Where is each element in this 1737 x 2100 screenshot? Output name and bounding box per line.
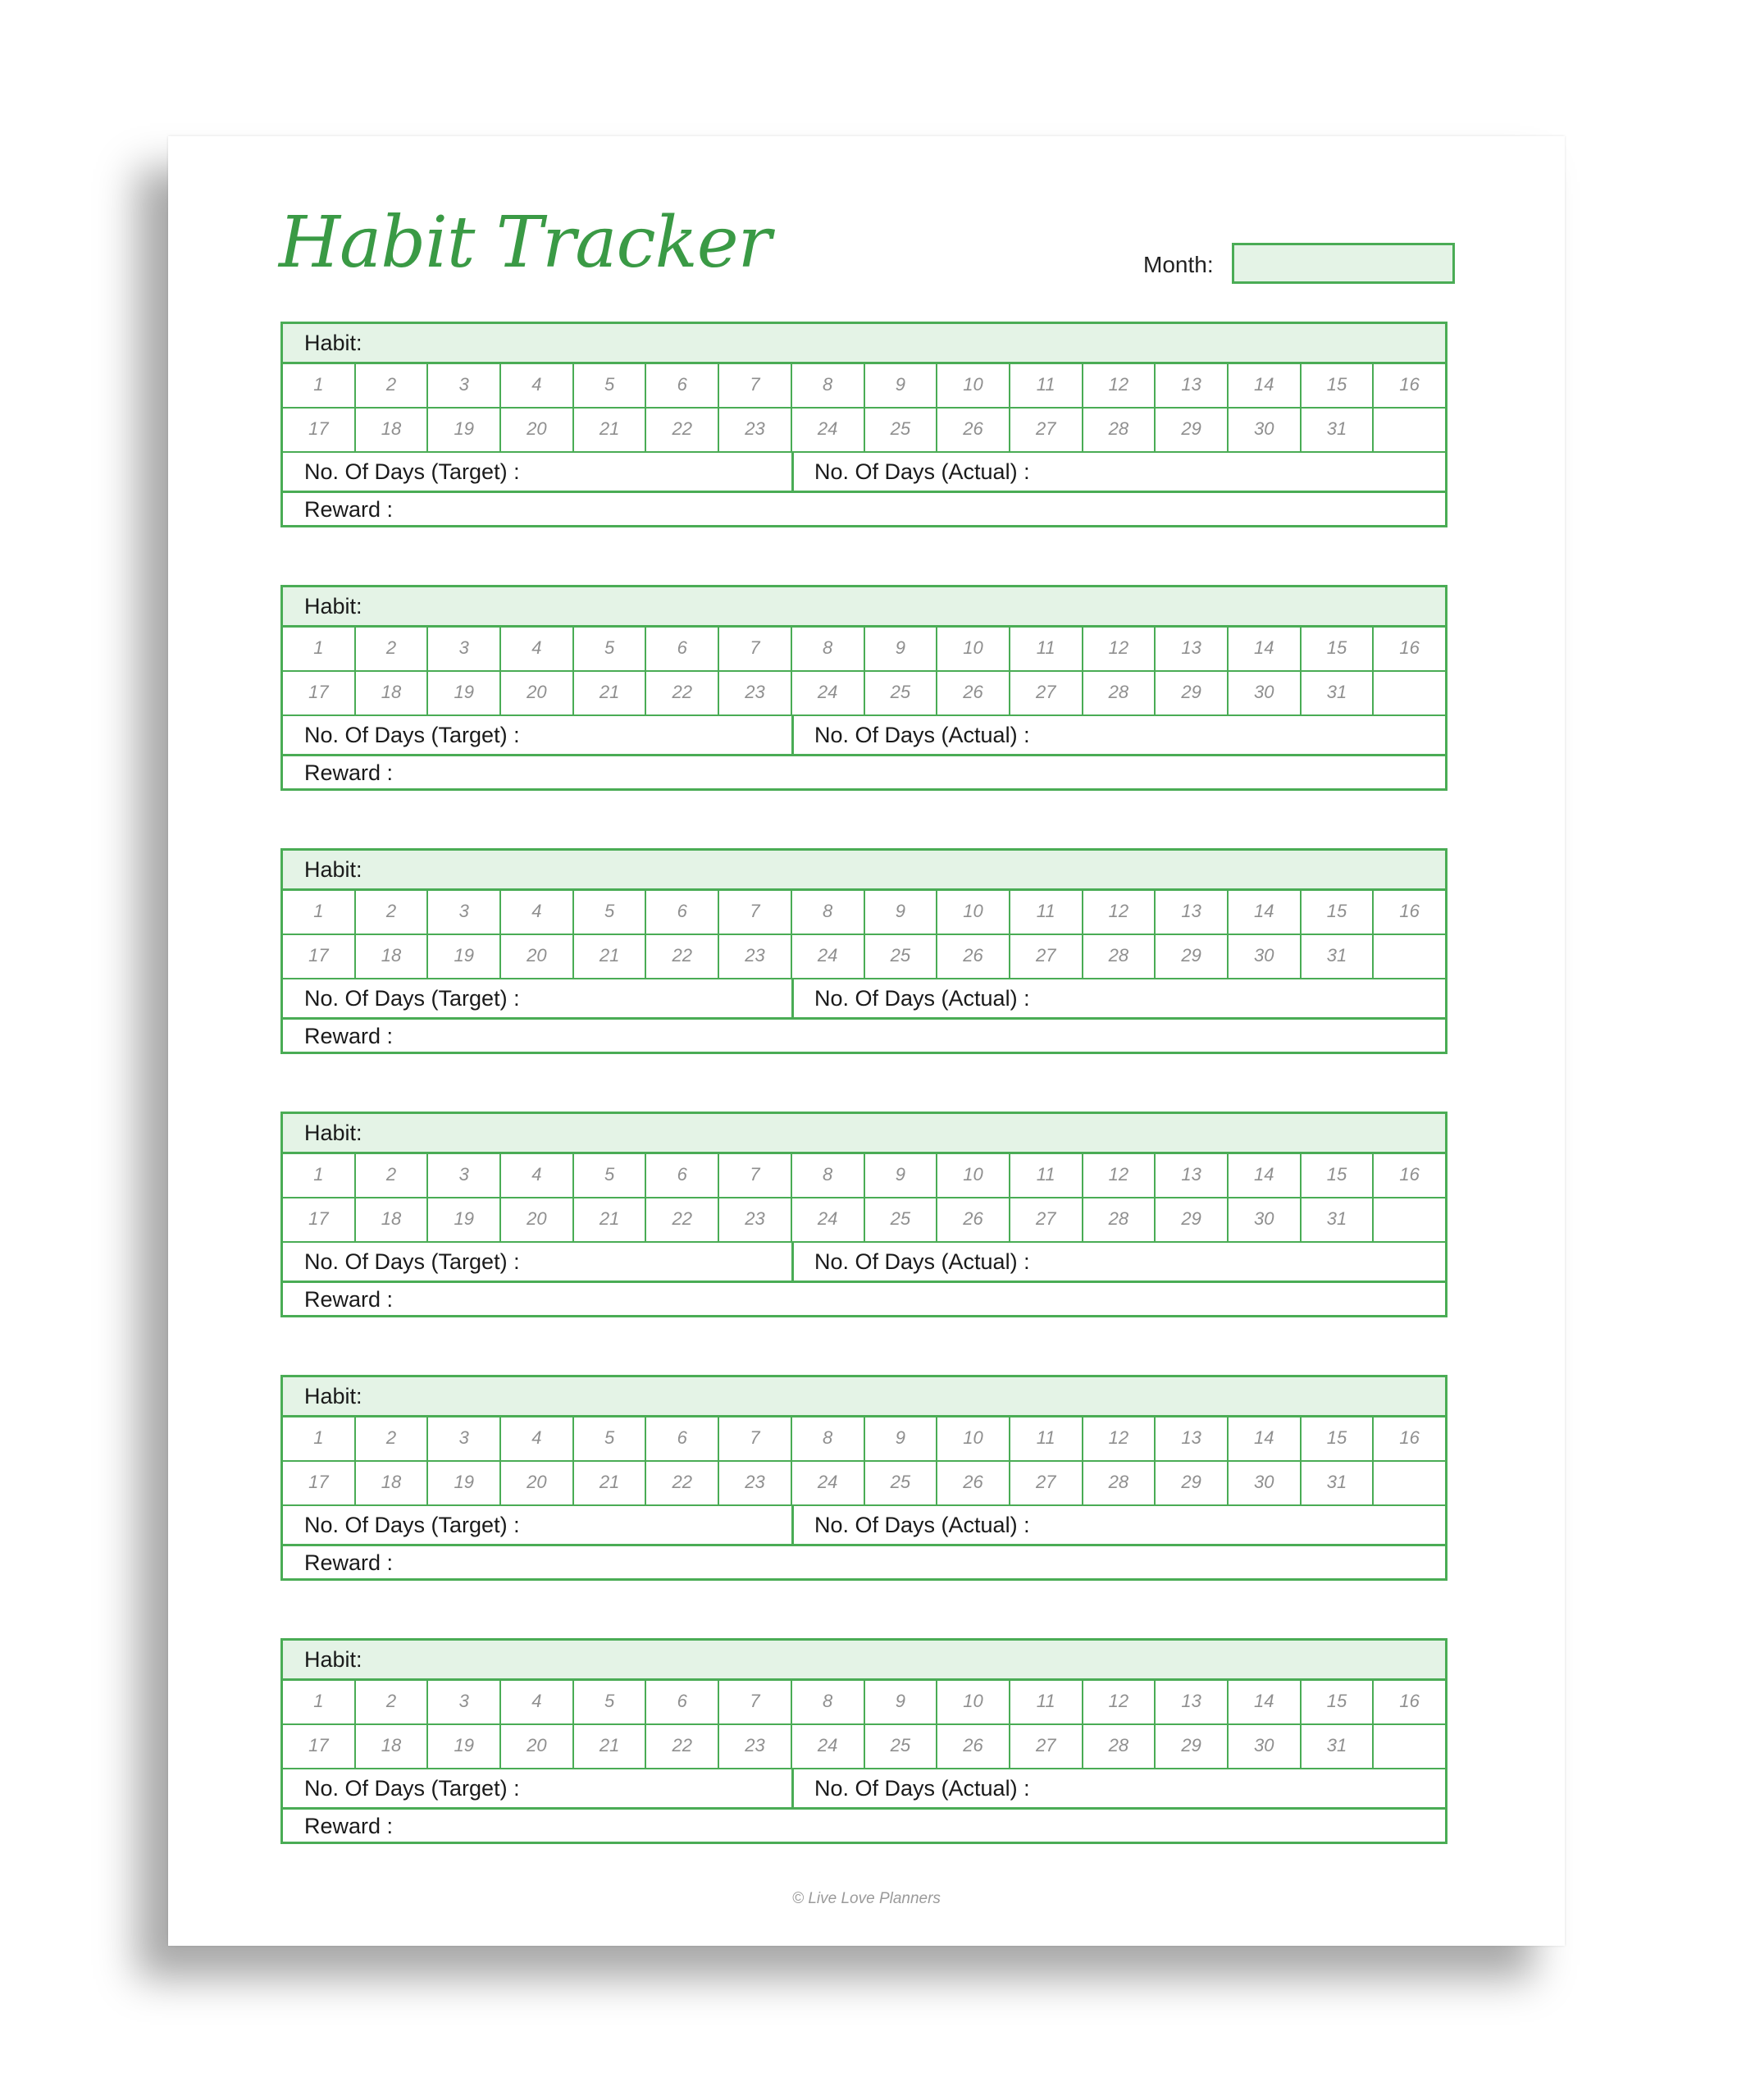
day-cell[interactable]: 16 — [1399, 374, 1420, 395]
day-cell[interactable]: 15 — [1302, 1154, 1375, 1197]
day-cell[interactable]: 1 — [283, 364, 356, 407]
day-cell[interactable]: 7 — [719, 628, 792, 670]
day-cell[interactable]: 13 — [1156, 1154, 1229, 1197]
day-cell[interactable]: 21 — [574, 409, 647, 451]
day-cell[interactable]: 31 — [1302, 935, 1375, 978]
day-cell[interactable]: 22 — [646, 1725, 719, 1768]
day-cell[interactable]: 15 — [1302, 628, 1375, 670]
day-cell[interactable]: 27 — [1010, 1725, 1083, 1768]
day-cell[interactable]: 22 — [646, 1198, 719, 1241]
day-cell[interactable]: 30 — [1229, 1198, 1302, 1241]
day-cell[interactable]: 1 — [283, 1681, 356, 1723]
day-cell[interactable]: 21 — [574, 935, 647, 978]
actual-days-label: No. Of Days (Actual) : — [814, 459, 1030, 484]
habit-label: Habit: — [304, 1647, 362, 1672]
day-row — [283, 891, 1445, 935]
page-title: Habit Tracker — [279, 202, 771, 284]
day-cell[interactable]: 23 — [719, 1462, 792, 1504]
day-cell[interactable]: 19 — [428, 1462, 501, 1504]
day-cell[interactable]: 2 — [356, 1681, 429, 1723]
day-cell[interactable]: 26 — [937, 1462, 1010, 1504]
day-cell[interactable]: 28 — [1083, 1725, 1156, 1768]
day-cell[interactable]: 23 — [719, 1725, 792, 1768]
day-cell[interactable]: 2 — [356, 628, 429, 670]
target-days-label: No. Of Days (Target) : — [304, 1513, 520, 1537]
habit-name-field[interactable] — [283, 587, 1445, 628]
day-cell[interactable]: 9 — [865, 1418, 938, 1460]
day-cell[interactable]: 8 — [792, 1418, 865, 1460]
day-cell[interactable]: 3 — [428, 891, 501, 934]
month-field[interactable] — [1232, 243, 1455, 284]
actual-days-label: No. Of Days (Actual) : — [814, 1776, 1030, 1801]
target-days-label: No. Of Days (Target) : — [304, 459, 520, 484]
day-cell[interactable]: 9 — [865, 628, 938, 670]
day-cell[interactable]: 16 — [1399, 901, 1420, 921]
day-cell[interactable]: 26 — [937, 935, 1010, 978]
day-cell[interactable]: 18 — [356, 1462, 429, 1504]
day-cell[interactable]: 18 — [356, 935, 429, 978]
day-cell[interactable]: 4 — [501, 628, 574, 670]
day-cell[interactable]: 8 — [792, 891, 865, 934]
day-cell[interactable]: 24 — [792, 1462, 865, 1504]
reward-field[interactable] — [283, 493, 1445, 525]
day-cell[interactable]: 12 — [1083, 1418, 1156, 1460]
day-cell[interactable]: 11 — [1010, 891, 1083, 934]
target-days-label: No. Of Days (Target) : — [304, 1776, 520, 1801]
day-cell[interactable]: 29 — [1156, 672, 1229, 714]
day-cell[interactable]: 28 — [1083, 1198, 1156, 1241]
day-cell[interactable]: 4 — [501, 891, 574, 934]
actual-days-label: No. Of Days (Actual) : — [814, 1249, 1030, 1274]
day-cell[interactable]: 9 — [865, 364, 938, 407]
habit-name-field[interactable] — [283, 1114, 1445, 1154]
day-cell[interactable]: 25 — [865, 1462, 938, 1504]
day-cell[interactable]: 28 — [1083, 935, 1156, 978]
day-cell[interactable]: 21 — [574, 1198, 647, 1241]
reward-label: Reward : — [304, 760, 394, 785]
day-cell[interactable]: 12 — [1083, 628, 1156, 670]
day-cell[interactable]: 25 — [865, 935, 938, 978]
empty-day-cell[interactable] — [1374, 672, 1445, 714]
reward-field[interactable] — [283, 1283, 1445, 1315]
day-cell[interactable]: 10 — [937, 1681, 1010, 1723]
reward-label: Reward : — [304, 1814, 394, 1838]
day-cell[interactable]: 25 — [865, 1198, 938, 1241]
day-cell[interactable]: 29 — [1156, 935, 1229, 978]
day-cell[interactable]: 26 — [937, 1725, 1010, 1768]
day-cell[interactable]: 19 — [428, 1198, 501, 1241]
day-cell[interactable]: 5 — [574, 364, 647, 407]
day-cell[interactable]: 18 — [356, 409, 429, 451]
target-days-label: No. Of Days (Target) : — [304, 723, 520, 747]
day-cell[interactable]: 26 — [937, 1198, 1010, 1241]
day-row — [283, 1154, 1445, 1198]
day-cell[interactable]: 29 — [1156, 1725, 1229, 1768]
day-cell[interactable]: 21 — [574, 672, 647, 714]
count-divider — [791, 453, 794, 491]
day-cell[interactable]: 13 — [1156, 628, 1229, 670]
habit-block — [280, 848, 1448, 1054]
count-divider — [791, 1243, 794, 1281]
day-cell[interactable]: 22 — [646, 935, 719, 978]
habit-block — [280, 585, 1448, 791]
day-cell[interactable]: 10 — [937, 1418, 1010, 1460]
day-cell[interactable]: 20 — [501, 1198, 574, 1241]
day-cell[interactable]: 19 — [428, 672, 501, 714]
day-cell[interactable]: 8 — [792, 364, 865, 407]
day-row — [283, 1725, 1445, 1769]
day-cell[interactable]: 22 — [646, 409, 719, 451]
day-cell[interactable]: 15 — [1302, 1681, 1375, 1723]
day-cell[interactable]: 1 — [283, 891, 356, 934]
day-cell[interactable]: 27 — [1010, 935, 1083, 978]
day-cell[interactable]: 25 — [865, 1725, 938, 1768]
day-cell[interactable]: 28 — [1083, 409, 1156, 451]
day-cell[interactable]: 11 — [1010, 364, 1083, 407]
day-cell[interactable]: 25 — [865, 409, 938, 451]
day-cell[interactable]: 7 — [719, 1418, 792, 1460]
day-cell[interactable]: 27 — [1010, 409, 1083, 451]
reward-field[interactable] — [283, 1810, 1445, 1842]
day-cell[interactable]: 31 — [1302, 409, 1375, 451]
day-cell[interactable]: 19 — [428, 1725, 501, 1768]
day-cell[interactable]: 4 — [501, 1418, 574, 1460]
day-cell[interactable]: 2 — [356, 1154, 429, 1197]
day-cell[interactable]: 6 — [646, 1154, 719, 1197]
day-cell[interactable]: 31 — [1302, 672, 1375, 714]
actual-days-label: No. Of Days (Actual) : — [814, 723, 1030, 747]
count-divider — [791, 716, 794, 754]
day-cell[interactable]: 22 — [646, 1462, 719, 1504]
day-cell[interactable]: 5 — [574, 1154, 647, 1197]
day-cell[interactable]: 31 — [1302, 1725, 1375, 1768]
day-count-row — [283, 716, 1445, 756]
day-cell[interactable]: 17 — [283, 672, 356, 714]
empty-day-cell[interactable] — [1374, 409, 1445, 451]
habit-block — [280, 1638, 1448, 1844]
habit-block — [280, 322, 1448, 527]
day-cell[interactable]: 16 — [1399, 1691, 1420, 1711]
day-cell[interactable]: 23 — [719, 1198, 792, 1241]
footer-copyright: © Live Love Planners — [792, 1890, 941, 1907]
day-cell[interactable]: 14 — [1229, 891, 1302, 934]
day-cell[interactable]: 14 — [1229, 1681, 1302, 1723]
target-days-label: No. Of Days (Target) : — [304, 1249, 520, 1274]
day-cell[interactable]: 7 — [719, 364, 792, 407]
day-cell[interactable]: 3 — [428, 1154, 501, 1197]
day-cell[interactable]: 31 — [1302, 1462, 1375, 1504]
day-cell[interactable]: 3 — [428, 364, 501, 407]
day-cell[interactable]: 17 — [283, 409, 356, 451]
day-cell[interactable]: 1 — [283, 1418, 356, 1460]
day-cell[interactable]: 7 — [719, 891, 792, 934]
day-cell[interactable]: 30 — [1229, 672, 1302, 714]
day-cell[interactable]: 23 — [719, 935, 792, 978]
day-cell[interactable]: 7 — [719, 1154, 792, 1197]
month-label: Month: — [1143, 252, 1214, 277]
reward-label: Reward : — [304, 1024, 394, 1048]
actual-days-label: No. Of Days (Actual) : — [814, 1513, 1030, 1537]
day-row — [283, 1418, 1445, 1462]
day-cell[interactable]: 27 — [1010, 1462, 1083, 1504]
empty-day-cell[interactable] — [1374, 935, 1445, 978]
day-cell[interactable]: 17 — [283, 1725, 356, 1768]
day-cell[interactable]: 3 — [428, 1418, 501, 1460]
day-cell[interactable]: 30 — [1229, 1462, 1302, 1504]
day-cell[interactable]: 12 — [1083, 1681, 1156, 1723]
day-count-row — [283, 979, 1445, 1020]
empty-day-cell[interactable] — [1374, 1725, 1445, 1768]
reward-label: Reward : — [304, 1550, 394, 1575]
day-cell[interactable]: 11 — [1010, 1154, 1083, 1197]
day-cell[interactable]: 27 — [1010, 672, 1083, 714]
day-cell[interactable]: 24 — [792, 935, 865, 978]
reward-label: Reward : — [304, 497, 394, 522]
day-cell[interactable]: 13 — [1156, 364, 1229, 407]
day-cell[interactable]: 26 — [937, 672, 1010, 714]
day-cell[interactable]: 11 — [1010, 1418, 1083, 1460]
day-cell[interactable]: 10 — [937, 628, 1010, 670]
day-cell[interactable]: 6 — [646, 364, 719, 407]
day-cell[interactable]: 8 — [792, 628, 865, 670]
day-row — [283, 1198, 1445, 1243]
day-cell[interactable]: 21 — [574, 1462, 647, 1504]
day-cell[interactable]: 12 — [1083, 364, 1156, 407]
day-cell[interactable]: 12 — [1083, 1154, 1156, 1197]
day-cell[interactable]: 9 — [865, 1681, 938, 1723]
habit-label: Habit: — [304, 331, 362, 355]
habit-label: Habit: — [304, 1121, 362, 1145]
day-count-row — [283, 1506, 1445, 1546]
target-days-label: No. Of Days (Target) : — [304, 986, 520, 1011]
planner-page — [168, 136, 1565, 1946]
day-count-row — [283, 453, 1445, 493]
day-cell[interactable]: 1 — [283, 628, 356, 670]
day-row — [283, 672, 1445, 716]
day-cell[interactable]: 30 — [1229, 935, 1302, 978]
day-cell[interactable]: 21 — [574, 1725, 647, 1768]
empty-day-cell[interactable] — [1374, 1198, 1445, 1241]
day-cell[interactable]: 20 — [501, 1725, 574, 1768]
day-cell[interactable]: 19 — [428, 409, 501, 451]
day-cell[interactable]: 12 — [1083, 891, 1156, 934]
day-cell[interactable]: 6 — [646, 1418, 719, 1460]
day-cell[interactable]: 10 — [937, 1154, 1010, 1197]
day-cell[interactable]: 17 — [283, 1198, 356, 1241]
day-cell[interactable]: 22 — [646, 672, 719, 714]
day-cell[interactable]: 29 — [1156, 1198, 1229, 1241]
habit-block — [280, 1112, 1448, 1317]
day-cell[interactable]: 29 — [1156, 1462, 1229, 1504]
day-cell[interactable]: 17 — [283, 1462, 356, 1504]
day-cell[interactable]: 16 — [1399, 637, 1420, 658]
day-row — [283, 1462, 1445, 1506]
day-cell[interactable]: 14 — [1229, 1418, 1302, 1460]
day-cell[interactable]: 16 — [1399, 1427, 1420, 1448]
day-cell[interactable]: 24 — [792, 672, 865, 714]
day-cell[interactable]: 10 — [937, 891, 1010, 934]
reward-field[interactable] — [283, 1020, 1445, 1052]
day-cell[interactable]: 28 — [1083, 1462, 1156, 1504]
day-row — [283, 409, 1445, 453]
day-cell[interactable]: 5 — [574, 1681, 647, 1723]
count-divider — [791, 1506, 794, 1544]
count-divider — [791, 979, 794, 1017]
day-cell[interactable]: 6 — [646, 628, 719, 670]
day-cell[interactable]: 8 — [792, 1681, 865, 1723]
day-cell[interactable]: 7 — [719, 1681, 792, 1723]
day-count-row — [283, 1769, 1445, 1810]
day-cell[interactable]: 5 — [574, 1418, 647, 1460]
actual-days-label: No. Of Days (Actual) : — [814, 986, 1030, 1011]
day-cell[interactable]: 27 — [1010, 1198, 1083, 1241]
day-cell[interactable]: 14 — [1229, 364, 1302, 407]
day-cell[interactable]: 20 — [501, 672, 574, 714]
day-cell[interactable]: 4 — [501, 1681, 574, 1723]
habit-name-field[interactable] — [283, 851, 1445, 891]
day-cell[interactable]: 23 — [719, 409, 792, 451]
day-cell[interactable]: 17 — [283, 935, 356, 978]
reward-field[interactable] — [283, 756, 1445, 788]
day-cell[interactable]: 9 — [865, 1154, 938, 1197]
day-cell[interactable]: 14 — [1229, 1154, 1302, 1197]
day-cell[interactable]: 30 — [1229, 1725, 1302, 1768]
day-cell[interactable]: 5 — [574, 891, 647, 934]
habit-label: Habit: — [304, 1384, 362, 1408]
day-cell[interactable]: 8 — [792, 1154, 865, 1197]
day-cell[interactable]: 3 — [428, 1681, 501, 1723]
empty-day-cell[interactable] — [1374, 1462, 1445, 1504]
habit-label: Habit: — [304, 594, 362, 619]
habit-block — [280, 1375, 1448, 1581]
reward-field[interactable] — [283, 1546, 1445, 1578]
reward-label: Reward : — [304, 1287, 394, 1312]
day-cell[interactable]: 14 — [1229, 628, 1302, 670]
day-cell[interactable]: 4 — [501, 1154, 574, 1197]
day-cell[interactable]: 4 — [501, 364, 574, 407]
day-cell[interactable]: 11 — [1010, 628, 1083, 670]
habit-name-field[interactable] — [283, 324, 1445, 364]
day-row — [283, 1681, 1445, 1725]
day-cell[interactable]: 15 — [1302, 1418, 1375, 1460]
day-cell[interactable]: 24 — [792, 1725, 865, 1768]
day-cell[interactable]: 25 — [865, 672, 938, 714]
day-cell[interactable]: 20 — [501, 409, 574, 451]
day-cell[interactable]: 13 — [1156, 1681, 1229, 1723]
day-count-row — [283, 1243, 1445, 1283]
day-cell[interactable]: 2 — [356, 891, 429, 934]
day-cell[interactable]: 18 — [356, 1725, 429, 1768]
day-cell[interactable]: 20 — [501, 1462, 574, 1504]
day-cell[interactable]: 18 — [356, 1198, 429, 1241]
count-divider — [791, 1769, 794, 1807]
day-cell[interactable]: 18 — [356, 672, 429, 714]
day-cell[interactable]: 24 — [792, 1198, 865, 1241]
habit-label: Habit: — [304, 857, 362, 882]
day-row — [283, 935, 1445, 979]
day-cell[interactable]: 19 — [428, 935, 501, 978]
day-cell[interactable]: 13 — [1156, 891, 1229, 934]
day-cell[interactable]: 10 — [937, 364, 1010, 407]
habit-name-field[interactable] — [283, 1641, 1445, 1681]
day-row — [283, 364, 1445, 409]
day-cell[interactable]: 30 — [1229, 409, 1302, 451]
day-cell[interactable]: 1 — [283, 1154, 356, 1197]
day-cell[interactable]: 6 — [646, 891, 719, 934]
day-cell[interactable]: 28 — [1083, 672, 1156, 714]
day-cell[interactable]: 15 — [1302, 891, 1375, 934]
day-cell[interactable]: 29 — [1156, 409, 1229, 451]
day-cell[interactable]: 9 — [865, 891, 938, 934]
day-cell[interactable]: 26 — [937, 409, 1010, 451]
day-cell[interactable]: 11 — [1010, 1681, 1083, 1723]
day-cell[interactable]: 2 — [356, 364, 429, 407]
day-cell[interactable]: 20 — [501, 935, 574, 978]
day-cell[interactable]: 31 — [1302, 1198, 1375, 1241]
day-cell[interactable]: 5 — [574, 628, 647, 670]
habit-name-field[interactable] — [283, 1377, 1445, 1418]
day-row — [283, 628, 1445, 672]
day-cell[interactable]: 16 — [1399, 1164, 1420, 1185]
day-cell[interactable]: 24 — [792, 409, 865, 451]
day-cell[interactable]: 15 — [1302, 364, 1375, 407]
day-cell[interactable]: 3 — [428, 628, 501, 670]
day-cell[interactable]: 6 — [646, 1681, 719, 1723]
day-cell[interactable]: 13 — [1156, 1418, 1229, 1460]
day-cell[interactable]: 23 — [719, 672, 792, 714]
day-cell[interactable]: 2 — [356, 1418, 429, 1460]
